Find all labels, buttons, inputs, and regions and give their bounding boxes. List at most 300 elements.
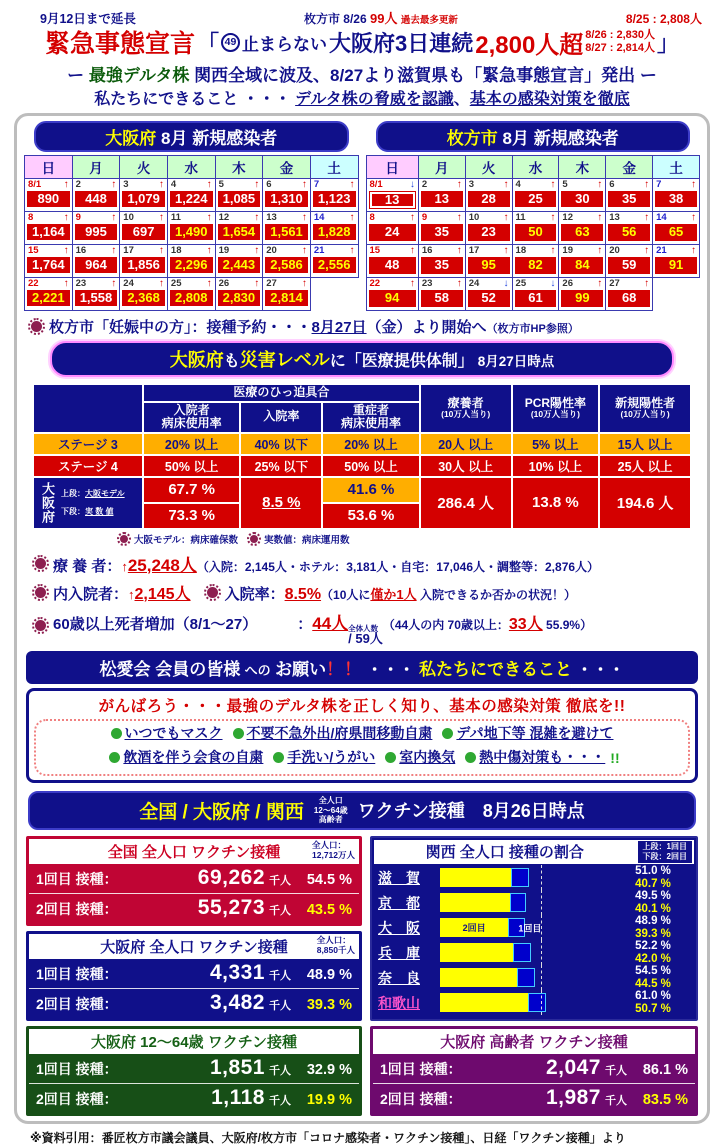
first-dose-bar — [511, 868, 529, 887]
daily-case-count: 13 — [421, 191, 463, 207]
daily-counts-stack — [585, 29, 655, 54]
calendar-day-cell — [263, 212, 311, 245]
osaka-calendar-title — [34, 121, 349, 152]
second-dose-bar — [440, 868, 511, 887]
dose-label: 2回目 接種： — [36, 1091, 118, 1108]
daily-case-count: 91 — [655, 257, 697, 273]
hirakata-calendar-block — [366, 121, 701, 311]
slogan-text: がんばろう・・・最強のデルタ株を正しく知り、基本の感染対策 徹底を!! — [98, 698, 626, 716]
pcr-positive-header — [512, 384, 600, 432]
stage4-value: 25% 以下 — [240, 455, 322, 477]
kansai-chart-rows — [372, 867, 696, 1014]
day-number: 25 — [515, 278, 527, 290]
calendar-day-cell — [72, 245, 120, 278]
daily-case-count: 94 — [369, 290, 416, 306]
dose-row — [29, 988, 359, 1018]
dose-percent: 32.9 % — [306, 1062, 352, 1079]
stage3-value: 20% 以上 — [143, 433, 241, 455]
up-arrow-icon: ↑ — [206, 179, 212, 190]
up-arrow-icon: ↑ — [503, 245, 509, 257]
second-dose-bar — [440, 968, 517, 987]
circled-49-icon: 49 — [221, 33, 240, 52]
day-number: 3 — [468, 179, 474, 190]
particle: も — [223, 353, 240, 371]
second-dose-bar — [440, 893, 510, 912]
day-number: 7 — [656, 179, 662, 190]
up-arrow-icon: ↑ — [301, 179, 307, 190]
daily-case-count: 23 — [468, 224, 510, 240]
hirakata-calendar-title — [376, 121, 691, 152]
dose-percent: 83.5 % — [642, 1092, 688, 1109]
weekday-header: 月 — [72, 156, 120, 179]
day-number: 10 — [123, 212, 134, 223]
daily-case-count: 84 — [561, 257, 603, 273]
down-arrow-icon: ↓ — [503, 278, 509, 290]
calendar-day-cell — [559, 278, 606, 311]
pregnancy-vaccine-notice — [28, 316, 700, 337]
dose-count: 1,851 — [209, 1056, 265, 1080]
stage4-value: 25人 以上 — [599, 455, 691, 477]
bed-usage-model-value: 67.7 % — [143, 477, 241, 503]
virus-icon — [35, 558, 46, 569]
stat-breakdown: （入院：2,145人・ホテル：3,181人・自宅：17,046人・調整等：2,876人） — [196, 559, 600, 574]
dose-count: 55,273 — [197, 896, 265, 920]
stat-note: （44人の内 70歳以上：33人 55.9%） — [382, 615, 593, 633]
dose-count: 1,118 — [211, 1086, 265, 1110]
osaka-all-dose-rows — [29, 959, 359, 1018]
daily-case-count: 1,490 — [170, 224, 213, 240]
daily-case-count: 35 — [421, 224, 463, 240]
day-number: 14 — [313, 212, 325, 223]
measure-label: 熱中傷対策も・・・ — [479, 749, 606, 766]
day-number: 13 — [609, 212, 620, 224]
measure-item — [273, 747, 375, 768]
stage4-value: 50% 以上 — [143, 455, 241, 477]
header — [0, 0, 724, 109]
content-frame — [14, 113, 710, 1124]
first-dose-bar — [510, 893, 526, 912]
day-number: 3 — [123, 179, 129, 190]
pref-name: 和歌山 — [378, 994, 420, 1011]
calendar-day-cell — [418, 212, 465, 245]
vaccine-banner — [28, 791, 696, 830]
vaccine-left-column — [26, 836, 362, 1116]
up-arrow-icon: ↑ — [349, 245, 355, 256]
second-dose-bar — [440, 918, 508, 937]
up-arrow-icon: ↑ — [206, 245, 212, 256]
green-dot-icon — [111, 728, 122, 739]
calendar-day-cell — [25, 212, 73, 245]
daily-case-count: 2,556 — [313, 257, 356, 273]
up-arrow-icon: ↑ — [111, 245, 117, 256]
up-arrow-icon: ↑ — [456, 278, 462, 290]
stack-item: 12～64歳 — [313, 805, 348, 815]
weekday-header: 水 — [512, 156, 559, 179]
dose-unit: 千人 — [269, 1065, 291, 1078]
day-number: 15 — [369, 245, 381, 257]
calendar-day-cell — [465, 212, 512, 245]
day-number: 27 — [609, 278, 620, 290]
calendar-day-cell — [418, 179, 465, 212]
notice-pre: 枚方市「妊娠中の方」：接種予約・・・ — [49, 319, 312, 337]
measure-label: いつでもマスク — [124, 725, 223, 742]
pref-values — [614, 915, 692, 940]
day-number: 4 — [515, 179, 521, 190]
medical-banner — [50, 341, 674, 377]
care-recipients-value: 286.4 人 — [420, 477, 512, 529]
day-number: 25 — [170, 278, 182, 289]
medical-system-label: 「医療提供体制」 — [345, 353, 474, 371]
measures-box — [34, 719, 690, 776]
pref-name: 大 阪 — [378, 919, 420, 936]
total-caption: 全体人数 — [348, 623, 379, 633]
calendar-day-cell — [465, 245, 512, 278]
stage4-row — [33, 455, 691, 477]
pref-name: 奈 良 — [378, 969, 420, 986]
calendar-day-cell — [25, 179, 73, 212]
dose-percent: 19.9 % — [306, 1092, 352, 1109]
stage3-value: 40% 以下 — [240, 433, 322, 455]
day-number: 11 — [515, 212, 526, 224]
vaccine-grid — [26, 836, 698, 1116]
day-number: 21 — [656, 245, 667, 257]
daily-case-count: 61 — [515, 290, 557, 306]
daily-case-count: 448 — [75, 191, 118, 207]
daily-case-count: 1,561 — [265, 224, 308, 240]
kansai-chart-header — [374, 840, 694, 864]
pref-name: 兵 庫 — [378, 944, 420, 961]
calendar-day-cell — [465, 278, 512, 311]
measure-label: 不要不急外出/府県間移動自粛 — [246, 725, 433, 742]
stat-value: 2,145人 — [134, 585, 191, 603]
pref-values — [614, 965, 692, 990]
calendar-day-cell — [167, 212, 215, 245]
notice-ref: （枚方市HP参照） — [486, 323, 579, 336]
down-arrow-icon: ↓ — [409, 179, 415, 190]
stat-label: 内入院者： — [53, 585, 129, 603]
colon: ： — [297, 615, 313, 633]
value: 8.5 % — [262, 494, 301, 512]
weekday-header: 火 — [120, 156, 168, 179]
delta-strain-text: 最強デルタ株 — [88, 66, 190, 85]
first-dose-pct: 51.0 % — [635, 865, 671, 878]
stage4-value: 50% 以上 — [322, 455, 420, 477]
calendar-day-cell — [465, 179, 512, 212]
pressure-group-header: 医療のひっ迫具合 — [143, 384, 420, 401]
daily-case-count: 30 — [561, 191, 603, 207]
up-arrow-icon: ↑ — [409, 278, 415, 290]
dose-row — [29, 959, 359, 988]
day-number: 8/1 — [28, 179, 42, 190]
up-arrow-icon: ↑ — [254, 179, 260, 190]
dose-unit: 千人 — [605, 1095, 627, 1108]
vaccination-bar — [440, 993, 614, 1012]
calendar-day-cell — [606, 278, 653, 311]
calendar-day-cell — [366, 278, 418, 311]
calendar-day-cell — [512, 245, 559, 278]
icu-usage-model-value: 41.6 % — [322, 477, 420, 503]
up-arrow-icon: ↑ — [597, 212, 603, 224]
day-number: 23 — [421, 278, 433, 290]
kansai-pref-row — [378, 917, 692, 939]
virus-icon — [31, 321, 42, 332]
osaka-calendar-block — [24, 121, 359, 311]
admission-rate-value — [240, 477, 322, 529]
daily-case-count: 1,079 — [122, 191, 165, 207]
dose-percent: 86.1 % — [642, 1062, 688, 1079]
virus-icon — [250, 535, 258, 543]
calendar-day-cell — [263, 245, 311, 278]
daily-case-count: 1,654 — [218, 224, 261, 240]
population-note: 全人口： 8,850千人 — [316, 934, 355, 955]
measure-item — [442, 723, 613, 744]
osaka-calendar — [24, 155, 359, 311]
up-arrow-icon: ↑ — [158, 179, 164, 190]
dose-count: 2,047 — [545, 1056, 601, 1080]
day-number: 19 — [218, 245, 230, 256]
second-dose-bar-label: 2回目 — [462, 923, 486, 934]
first-dose-pct: 61.0 % — [635, 990, 671, 1003]
population-groups-stack — [314, 796, 348, 825]
daily-case-count: 52 — [468, 290, 510, 306]
up-arrow-icon: ↑ — [158, 278, 164, 289]
daily-case-count: 2,830 — [218, 290, 261, 306]
up-arrow-icon: ↑ — [111, 179, 117, 190]
up-arrow-icon: ↑ — [691, 245, 696, 257]
daily-case-count: 1,310 — [265, 191, 308, 207]
measure-label: 飲酒を伴う会食の自粛 — [123, 749, 264, 766]
day-number: 26 — [562, 278, 573, 290]
dose-unit: 千人 — [269, 905, 291, 918]
measure-label: デパ地下等 混雑を避けて — [456, 725, 614, 742]
calendar-day-cell — [653, 212, 700, 245]
dash: ー — [639, 66, 657, 85]
daily-case-count: 13 — [369, 191, 416, 209]
daily-case-count: 65 — [655, 224, 697, 240]
new-positive-header — [599, 384, 691, 432]
weekday-header: 日 — [366, 156, 418, 179]
day-number: 5 — [218, 179, 224, 190]
dose-percent: 43.5 % — [306, 902, 352, 919]
day-number: 15 — [28, 245, 39, 256]
daily-case-count: 48 — [369, 257, 416, 273]
daily-case-count: 2,808 — [170, 290, 213, 306]
stat-label: 療 養 者： — [53, 557, 122, 575]
first-dose-bar — [513, 943, 531, 962]
daily-count-826: 8/26 : 2,830人 — [585, 29, 656, 42]
up-arrow-icon: ↑ — [111, 212, 117, 223]
calendar-day-cell — [512, 278, 559, 311]
empty-day-cell — [653, 278, 700, 311]
fifty-percent-gridline — [541, 990, 542, 1015]
particle: への — [244, 663, 271, 679]
up-arrow-icon: ↑ — [456, 212, 462, 224]
daily-case-count: 95 — [468, 257, 510, 273]
day-number: 6 — [609, 179, 615, 190]
hospitalized-stat — [32, 581, 700, 604]
as-of-date: 8月27日時点 — [477, 354, 555, 370]
kansai-chart-box — [370, 836, 698, 1021]
dose-unit: 千人 — [269, 875, 291, 888]
day-number: 18 — [170, 245, 182, 256]
shoaikai-banner — [26, 651, 698, 684]
up-arrow-icon: ↑ — [456, 245, 462, 257]
request-label: お願い — [275, 660, 327, 680]
first-dose-bar-label: 1回目 — [518, 923, 542, 934]
dose-percent: 39.3 % — [306, 997, 352, 1014]
day-number: 16 — [75, 245, 87, 256]
up-arrow-icon: ↑ — [644, 245, 650, 257]
green-dot-icon — [465, 752, 476, 763]
dose-label: 1回目 接種： — [380, 1061, 462, 1078]
up-arrow-icon: ↑ — [63, 245, 69, 256]
daily-case-count: 1,085 — [218, 191, 261, 207]
green-dot-icon — [109, 752, 120, 763]
daily-case-count: 28 — [468, 191, 510, 207]
legend-actual: 実数値：病床運用数 — [264, 534, 350, 546]
up-arrow-icon: ↑ — [349, 179, 355, 190]
main-title-line — [0, 24, 724, 60]
osaka-all-vaccine-box — [26, 931, 362, 1021]
day-number: 9 — [75, 212, 81, 223]
measures-line-2 — [38, 747, 686, 771]
calendar-day-cell — [72, 179, 120, 212]
weekday-header: 木 — [559, 156, 606, 179]
day-number: 2 — [421, 179, 428, 190]
stage3-value: 5% 以上 — [512, 433, 600, 455]
calendar-day-cell — [559, 179, 606, 212]
calendar-day-cell — [418, 245, 465, 278]
extension-note: 9月12日まで延長 — [40, 12, 136, 26]
stage4-value: 10% 以上 — [512, 455, 600, 477]
osaka-young-box-header: 大阪府 12～64歳 ワクチン接種 — [29, 1029, 359, 1054]
daily-case-count: 1,123 — [313, 191, 356, 207]
measure-item — [385, 747, 455, 768]
down-arrow-icon: ↓ — [550, 278, 556, 290]
daily-case-count: 1,224 — [170, 191, 213, 207]
pref-values — [614, 990, 692, 1015]
calendar-day-cell — [512, 179, 559, 212]
what-we-can-do-line — [0, 86, 724, 109]
calendar-day-cell — [653, 179, 700, 212]
up-arrow-icon: ↑ — [550, 245, 556, 257]
up-arrow-icon: ↑ — [550, 179, 556, 190]
kansai-spread-text: 関西全域に波及、8/27より滋賀県も「緊急事態宣言」発出 — [194, 66, 636, 85]
up-arrow-icon: ↑ — [456, 179, 462, 190]
dose-row — [29, 1054, 359, 1083]
day-number: 18 — [515, 245, 527, 257]
pref-name: 滋 賀 — [378, 869, 420, 886]
day-number: 27 — [266, 278, 277, 289]
national-box-header: 全国 全人口 ワクチン接種 全人口： 12,712万人 — [29, 839, 359, 864]
dots: ・・・ — [572, 662, 625, 680]
day-number: 5 — [562, 179, 568, 190]
hirakata-record — [304, 8, 458, 27]
calendar-day-cell — [310, 179, 358, 212]
delta-spread-line — [0, 61, 724, 86]
up-arrow-icon: ↑ — [550, 212, 556, 224]
emergency-title: 緊急事態宣言 — [44, 30, 195, 58]
medical-capacity-table — [32, 383, 692, 529]
daily-case-count: 63 — [561, 224, 603, 240]
lower-label: 下段：実 数 値 — [61, 506, 114, 516]
daily-case-count: 1,856 — [122, 257, 165, 273]
record-city: 枚方市 8/26 — [303, 12, 367, 26]
record-count: 99人 — [370, 11, 398, 26]
osaka-elder-vaccine-box — [370, 1026, 698, 1116]
kansai-pref-row — [378, 892, 692, 914]
kansai-pref-row — [378, 992, 692, 1014]
calendar-day-cell — [120, 278, 168, 311]
care-recipients-stat — [32, 551, 700, 576]
up-arrow-icon: ↑ — [503, 179, 509, 190]
unstoppable-text: 止まらない — [241, 34, 327, 54]
day-number: 17 — [468, 245, 480, 257]
day-number: 20 — [266, 245, 277, 256]
first-dose-pct: 52.2 % — [635, 940, 671, 953]
daily-case-count: 58 — [421, 290, 463, 306]
daily-case-count: 82 — [515, 257, 557, 273]
recognize-threat-text: デルタ株の脅威を認識 — [295, 91, 454, 108]
up-arrow-icon: ↑ — [121, 558, 128, 574]
up-arrow-icon: ↑ — [691, 179, 696, 190]
daily-case-count: 2,814 — [265, 290, 308, 306]
first-dose-bar — [517, 968, 534, 987]
first-dose-pct: 54.5 % — [635, 965, 671, 978]
dose-row — [373, 1083, 695, 1113]
calendar-day-cell — [25, 245, 73, 278]
stage3-label: ステージ 3 — [33, 433, 143, 455]
deaths-stat — [32, 609, 700, 647]
dose-percent: 54.5 % — [306, 872, 352, 889]
comma: 、 — [453, 91, 470, 108]
daily-count-825: 8/25 : 2,808人 — [625, 12, 702, 26]
daily-case-count: 995 — [75, 224, 118, 240]
calendar-day-cell — [263, 278, 311, 311]
calendar-day-cell — [606, 245, 653, 278]
measures-line-1 — [38, 723, 686, 747]
dose-label: 2回目 接種： — [36, 901, 118, 918]
calendar-day-cell — [310, 212, 358, 245]
calendar-day-cell — [559, 245, 606, 278]
day-number: 7 — [313, 179, 320, 190]
fifty-percent-gridline — [541, 890, 542, 915]
stat-label: 入院率： — [224, 585, 285, 603]
bed-usage-actual-value: 73.3 % — [143, 503, 241, 529]
osaka-3days-text: 大阪府3日連続 — [328, 30, 474, 56]
upper-label: 上段：大阪モデル — [61, 488, 125, 498]
green-dot-icon — [385, 752, 396, 763]
prefix-text: 私たちにできること ・・・ — [94, 91, 296, 108]
up-arrow-icon: ↑ — [301, 278, 307, 289]
weekday-header: 土 — [310, 156, 358, 179]
calendar-day-cell — [263, 179, 311, 212]
daily-case-count: 25 — [515, 191, 557, 207]
up-arrow-icon: ↑ — [597, 278, 603, 290]
stack-item: 高齢者 — [318, 815, 343, 825]
stat-label: 60歳以上死者増加（8/1～27） — [53, 615, 258, 633]
stage3-value: 20% 以上 — [322, 433, 420, 455]
daily-case-count: 964 — [75, 257, 118, 273]
osaka-young-dose-rows — [29, 1054, 359, 1113]
day-number: 22 — [28, 278, 39, 289]
calendar-day-cell — [606, 212, 653, 245]
calendar-day-cell — [72, 212, 120, 245]
first-dose-pct: 49.5 % — [635, 890, 671, 903]
up-arrow-icon: ↑ — [691, 212, 696, 224]
header-label: 病床使用率 — [340, 416, 401, 431]
total-value: / 59人 — [348, 631, 383, 647]
